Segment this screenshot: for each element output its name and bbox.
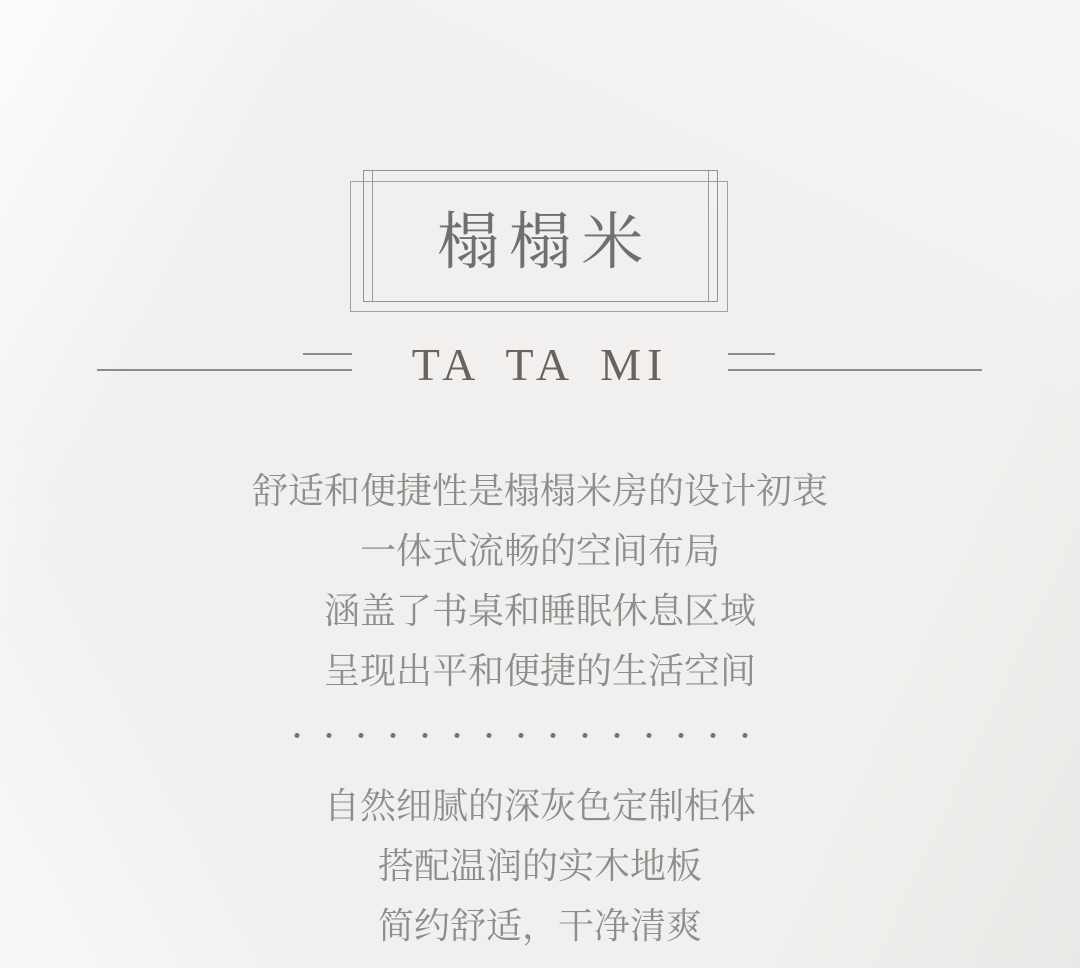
paragraph-block-1	[0, 461, 1080, 701]
dotted-separator	[295, 732, 748, 738]
dot	[455, 733, 460, 738]
subtitle-rule-short-right	[728, 353, 775, 355]
text-line: 呈现出平和便捷的生活空间	[323, 651, 756, 691]
page-title: 榻榻米	[437, 208, 654, 277]
dot	[519, 733, 524, 738]
dot	[711, 733, 716, 738]
text-line: 一体式流畅的空间布局	[359, 531, 720, 571]
dot	[359, 733, 364, 738]
dot	[551, 733, 556, 738]
dot	[743, 733, 748, 738]
dot	[391, 733, 396, 738]
subtitle-rule-long-right	[728, 369, 982, 371]
text-line: 简约舒适，干净清爽	[377, 906, 702, 946]
dot	[327, 733, 332, 738]
dot	[647, 733, 652, 738]
paragraph-block-2	[0, 776, 1080, 956]
text-line: 搭配温润的实木地板	[377, 846, 702, 886]
dot	[295, 733, 300, 738]
text-line: 自然细腻的深灰色定制柜体	[323, 786, 756, 826]
dot	[487, 733, 492, 738]
dot	[423, 733, 428, 738]
text-line: 舒适和便捷性是榻榻米房的设计初衷	[251, 471, 828, 511]
title-frame	[350, 170, 728, 313]
dot	[583, 733, 588, 738]
dot	[615, 733, 620, 738]
text-line: 涵盖了书桌和睡眠休息区域	[323, 591, 756, 631]
dot	[679, 733, 684, 738]
title-frame-front-border	[363, 170, 718, 302]
page-subtitle: TA TA MI	[411, 339, 669, 390]
